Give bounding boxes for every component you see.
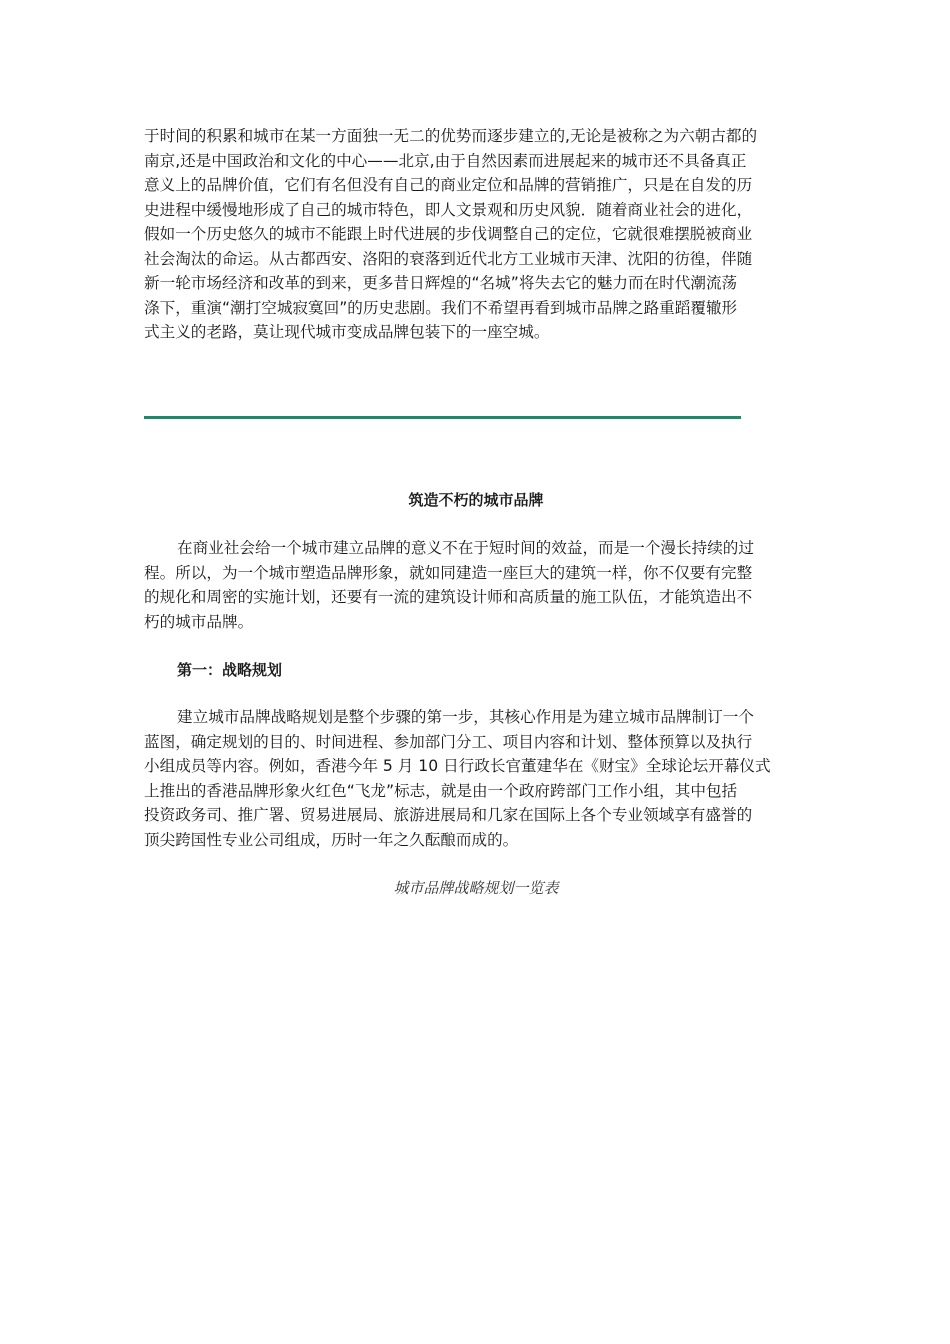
subheading-strategy: 第一：战略规划 — [177, 661, 283, 679]
intro-line: 社会淘汰的命运。从古都西安、洛阳的衰落到近代北方工业城市天津、沈阳的彷徨，伴随 — [144, 249, 753, 268]
paragraph-line: 朽的城市品牌。 — [144, 612, 254, 631]
intro-line: 涤下，重演“潮打空城寂寞回”的历史悲剧。我们不希望再看到城市品牌之路重蹈覆辙形 — [144, 298, 738, 317]
intro-line: 史进程中缓慢地形成了自己的城市特色，即人文景观和历史风貌．随着商业社会的进化， — [144, 200, 753, 219]
table-caption: 城市品牌战略规划一览表 — [393, 879, 559, 897]
paragraph-strategy — [144, 705, 808, 852]
paragraph-line: 程。所以，为一个城市塑造品牌形象，就如同建造一座巨大的建筑一样，你不仅要有完整 — [144, 563, 753, 582]
paragraph-line: 上推出的香港品牌形象火红色“飞龙”标志，就是由一个政府跨部门工作小组，其中包括 — [144, 781, 738, 800]
paragraph-line: 在商业社会给一个城市建立品牌的意义不在于短时间的效益，而是一个漫长持续的过 — [177, 539, 754, 557]
section-title: 筑造不朽的城市品牌 — [408, 491, 544, 509]
intro-line: 假如一个历史悠久的城市不能跟上时代进展的步伐调整自己的定位，它就很难摆脱被商业 — [144, 225, 753, 243]
paragraph-line: 建立城市品牌战略规划是整个步骤的第一步，其核心作用是为建立城市品牌制订一个 — [177, 708, 754, 726]
intro-line: 新一轮市场经济和改革的到来，更多昔日辉煌的“名城”将失去它的魅力而在时代潮流荡 — [144, 274, 738, 292]
intro-line: 于时间的积累和城市在某一方面独一无二的优势而逐步建立的,无论是被称之为六朝古都的 — [144, 127, 758, 145]
intro-line: 意义上的品牌价值，它们有名但没有自己的商业定位和品牌的营销推广，只是在自发的历 — [144, 176, 753, 194]
paragraph-line: 小组成员等内容。例如，香港今年 5 月 10 日行政长官董建华在《财宝》全球论坛开幕仪式 — [144, 757, 771, 775]
paragraph-line: 投资政务司、推广署、贸易进展局、旅游进展局和几家在国际上各个专业领域享有盛誉的 — [144, 806, 753, 824]
section-divider — [144, 416, 741, 419]
paragraph-line: 蓝图，确定规划的目的、时间进程、参加部门分工、项目内容和计划、整体预算以及执行 — [144, 732, 753, 751]
paragraph-line: 顶尖跨国性专业公司组成，历时一年之久酝酿而成的。 — [144, 830, 519, 849]
paragraph-building-brand — [144, 536, 808, 634]
intro-paragraph — [144, 124, 808, 345]
intro-line: 南京,还是中国政治和文化的中心——北京,由于自然因素而进展起来的城市还不具备真正 — [144, 151, 747, 170]
intro-line: 式主义的老路，莫让现代城市变成品牌包装下的一座空城。 — [144, 323, 550, 341]
paragraph-line: 的规化和周密的实施计划，还要有一流的建筑设计师和高质量的施工队伍，才能筑造出不 — [144, 588, 753, 606]
